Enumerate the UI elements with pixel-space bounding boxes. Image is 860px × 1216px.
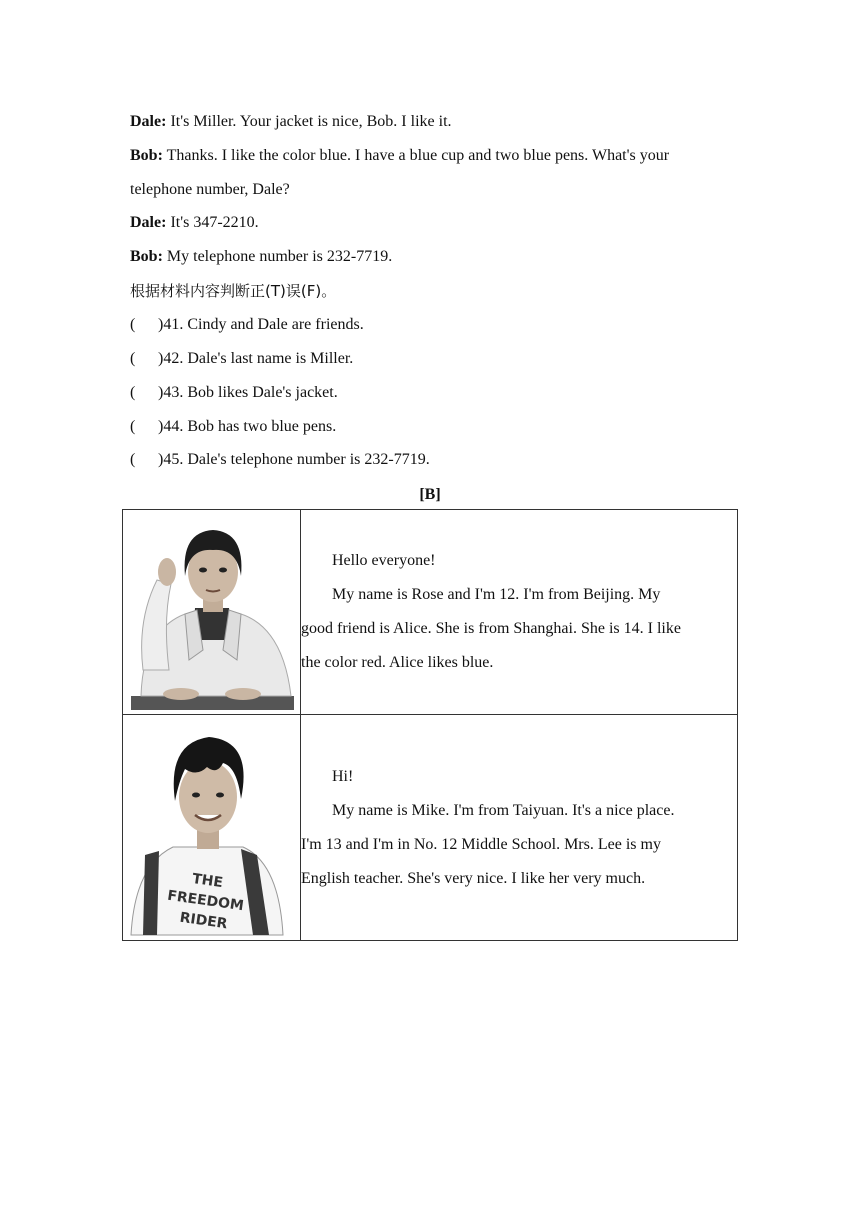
speaker-name: Bob: (130, 248, 163, 265)
question-45[interactable] (130, 450, 430, 470)
dialogue-line-4 (130, 213, 259, 233)
speaker-name: Dale: (130, 214, 167, 231)
speaker-name: Bob: (130, 147, 163, 164)
question-42[interactable] (130, 349, 353, 369)
profile-line: My name is Rose and I'm 12. I'm from Beijing. My (332, 586, 661, 603)
photo-cell (123, 510, 301, 715)
dialogue-line-1 (130, 112, 452, 132)
shirt-print-rider: RIDER (178, 909, 229, 933)
answer-blank: ( (130, 451, 136, 468)
question-text: )41. Cindy and Dale are friends. (158, 316, 364, 333)
rose-photo (123, 510, 300, 714)
shirt-print-freedom: FREEDOM (166, 887, 245, 915)
profile-line: My name is Mike. I'm from Taiyuan. It's a nice place. (332, 801, 675, 819)
dialogue-line-3 (130, 180, 290, 200)
question-text: )42. Dale's last name is Miller. (158, 350, 354, 367)
section-title: [B] (419, 486, 441, 503)
profile-table (122, 509, 738, 941)
answer-blank: ( (130, 418, 136, 435)
profile-text-cell (301, 510, 738, 715)
table-row (123, 510, 738, 715)
question-text: )44. Bob has two blue pens. (158, 418, 337, 435)
photo-cell (123, 715, 301, 941)
dialogue-line-2 (130, 146, 669, 166)
dialogue-text: It's Miller. Your jacket is nice, Bob. I like it. (166, 113, 452, 130)
answer-blank: ( (130, 316, 136, 333)
profile-greeting: Hello everyone! (332, 552, 436, 569)
question-43[interactable] (130, 383, 338, 403)
profile-line: I'm 13 and I'm in No. 12 Middle School. Mrs. Lee is my (301, 835, 661, 853)
profile-greeting: Hi! (332, 767, 354, 785)
question-text: )45. Dale's telephone number is 232-7719. (158, 451, 430, 468)
answer-blank: ( (130, 350, 136, 367)
mike-photo (123, 715, 300, 940)
profile-line: good friend is Alice. She is from Shanghai. She is 14. I like (301, 620, 681, 637)
table-row (123, 715, 738, 941)
dialogue-text: My telephone number is 232-7719. (162, 248, 393, 265)
question-text: )43. Bob likes Dale's jacket. (158, 384, 338, 401)
dialogue-text: telephone number, Dale? (130, 181, 290, 198)
answer-blank: ( (130, 384, 136, 401)
question-44[interactable] (130, 417, 336, 437)
shirt-print-the: THE (191, 870, 224, 892)
dialogue-text: It's 347-2210. (166, 214, 259, 231)
speaker-name: Dale: (130, 113, 167, 130)
question-41[interactable] (130, 315, 364, 335)
dialogue-line-5 (130, 247, 392, 267)
profile-line: English teacher. She's very nice. I like her very much. (301, 869, 646, 887)
profile-line: the color red. Alice likes blue. (301, 654, 494, 671)
instruction-text: 根据材料内容判断正(T)误(F)。 (130, 282, 337, 300)
profile-text-cell (301, 715, 738, 941)
dialogue-text: Thanks. I like the color blue. I have a blue cup and two blue pens. What's your (162, 147, 670, 164)
